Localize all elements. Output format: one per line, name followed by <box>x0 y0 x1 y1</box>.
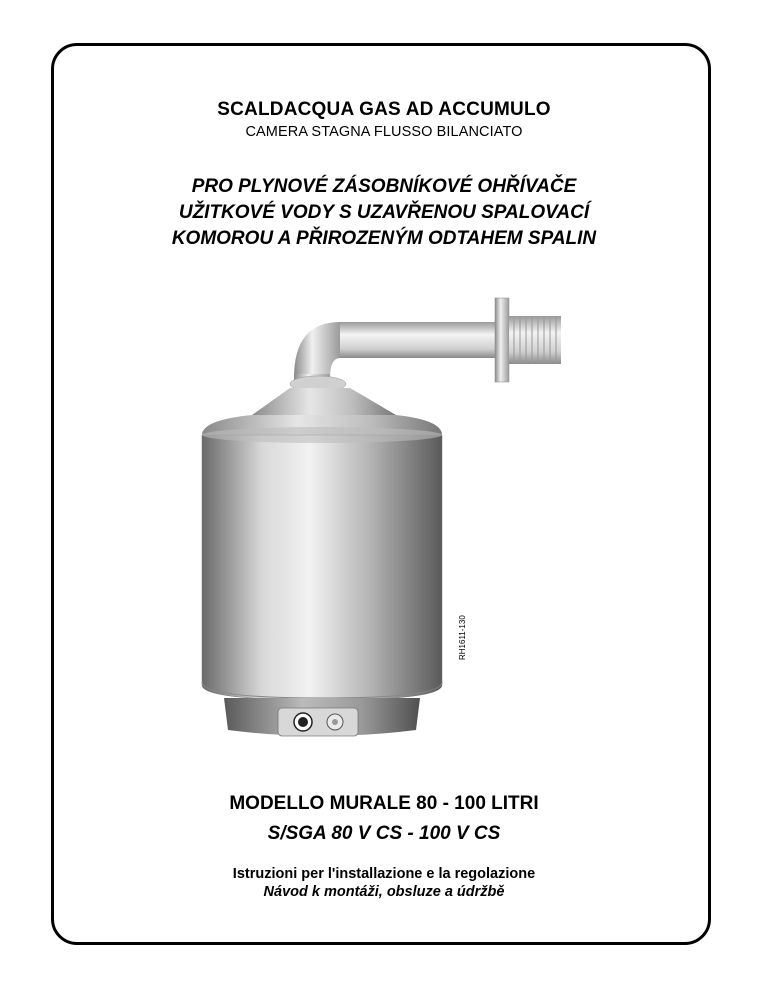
model-title: MODELLO MURALE 80 - 100 LITRI <box>229 793 539 814</box>
subtitle-italian: CAMERA STAGNA FLUSSO BILANCIATO <box>245 124 523 140</box>
title-czech-line-3: KOMOROU A PŘIROZENÝM ODTAHEM SPALIN <box>171 228 597 249</box>
title-italian: SCALDACQUA GAS AD ACCUMULO <box>217 99 551 120</box>
instructions-czech: Návod k montáži, obsluze a údržbě <box>263 884 505 900</box>
title-czech <box>0 174 768 252</box>
title-czech-line-2: UŽITKOVÉ VODY S UZAVŘENOU SPALOVACÍ <box>178 202 590 223</box>
water-heater-icon <box>190 290 580 750</box>
model-code: S/SGA 80 V CS - 100 V CS <box>267 823 501 844</box>
instructions-italian: Istruzioni per l'installazione e la regolazione <box>232 866 536 882</box>
reference-code: RH1611-130 <box>458 615 467 660</box>
title-czech-line-1: PRO PLYNOVÉ ZÁSOBNÍKOVÉ OHŘÍVAČE <box>191 176 577 197</box>
